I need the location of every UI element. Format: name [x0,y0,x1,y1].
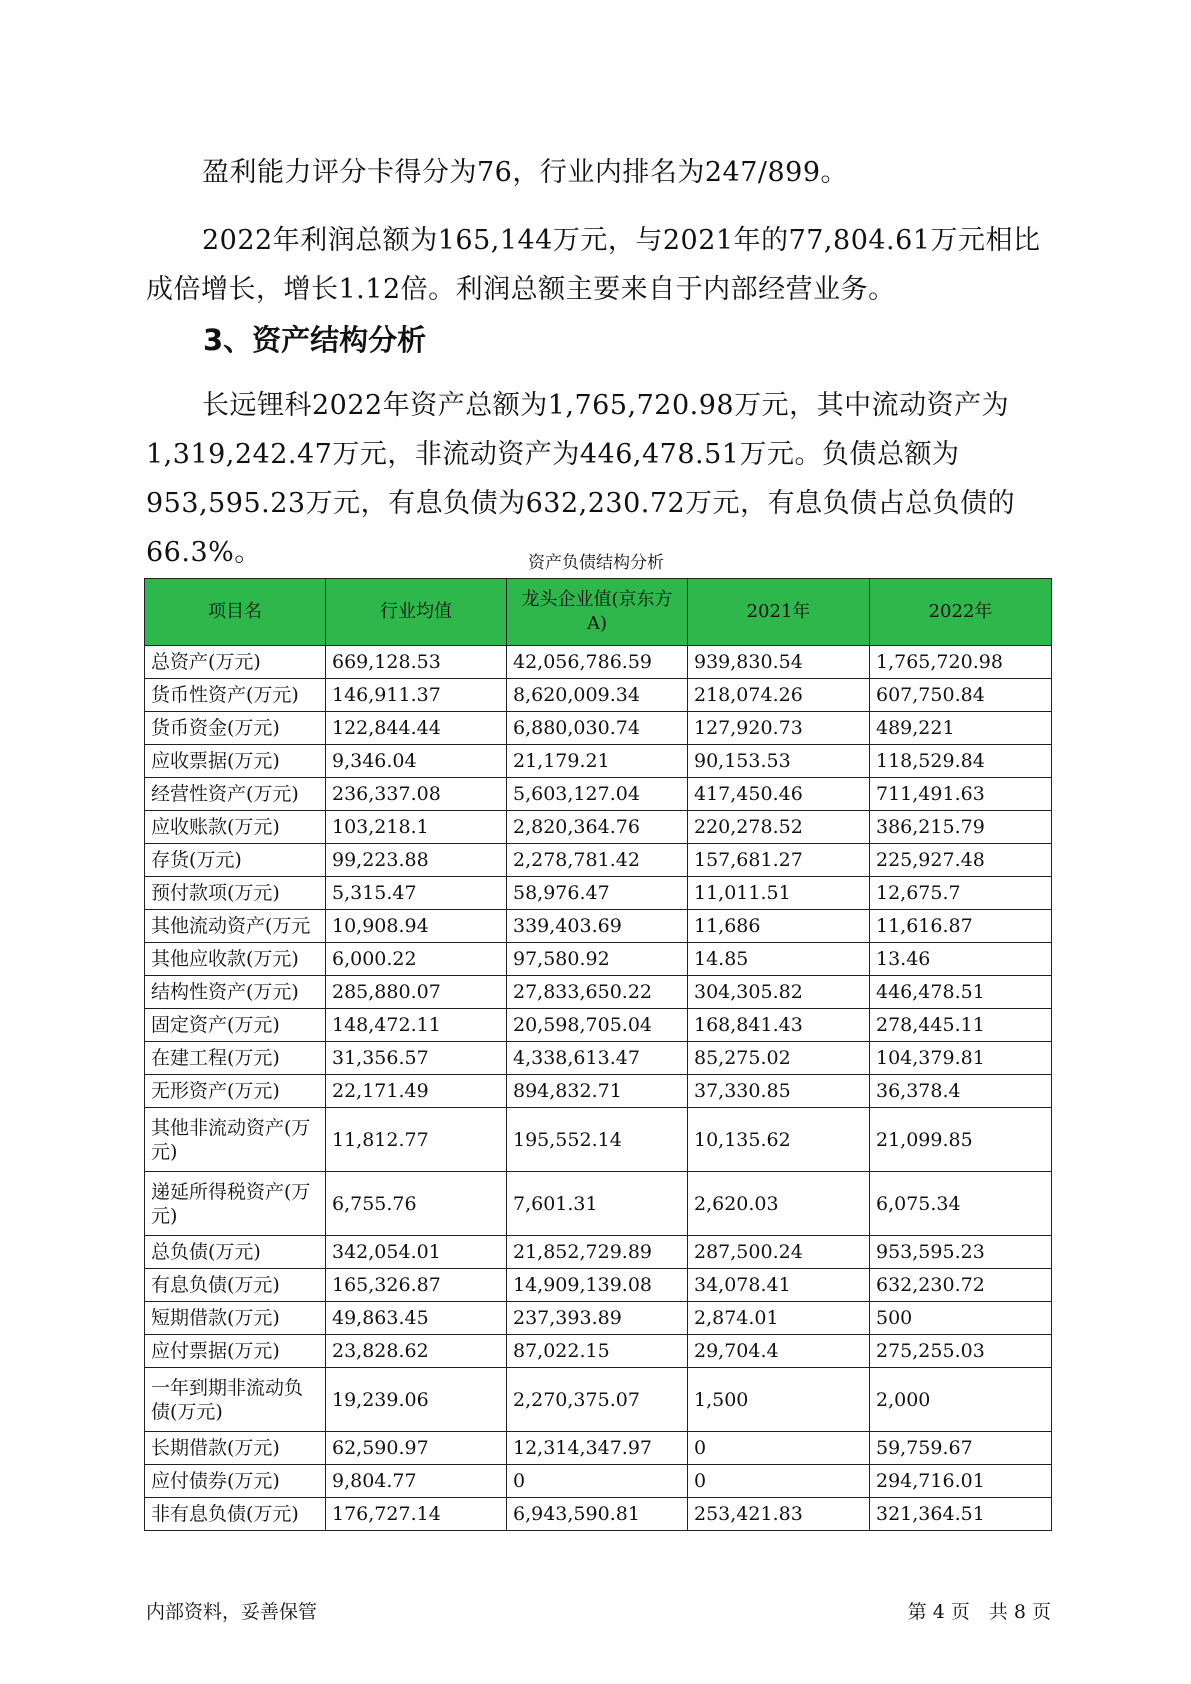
value-cell: 104,379.81 [870,1042,1052,1075]
value-cell: 304,305.82 [688,976,870,1009]
value-cell: 8,620,009.34 [507,679,688,712]
value-cell: 103,218.1 [326,811,507,844]
row-label-cell: 总负债(万元) [145,1236,326,1269]
value-cell: 607,750.84 [870,679,1052,712]
value-cell: 632,230.72 [870,1269,1052,1302]
row-label-cell: 应付债券(万元) [145,1465,326,1498]
table-row [145,1368,1052,1432]
table-row [145,1236,1052,1269]
value-cell: 287,500.24 [688,1236,870,1269]
table-row [145,1335,1052,1368]
value-cell: 195,552.14 [507,1108,688,1172]
table-header-row [145,579,1052,646]
value-cell: 90,153.53 [688,745,870,778]
value-cell: 7,601.31 [507,1172,688,1236]
value-cell: 220,278.52 [688,811,870,844]
value-cell: 168,841.43 [688,1009,870,1042]
value-cell: 9,346.04 [326,745,507,778]
value-cell: 62,590.97 [326,1432,507,1465]
value-cell: 237,393.89 [507,1302,688,1335]
profit-total-paragraph: 2022年利润总额为165,144万元，与2021年的77,804.61万元相比成倍增长，增长1.12倍。利润总额主要来自于内部经营业务。 [146,225,1041,305]
value-cell: 11,616.87 [870,910,1052,943]
header-item-name: 项目名 [145,579,326,646]
value-cell: 148,472.11 [326,1009,507,1042]
row-label-cell: 预付款项(万元) [145,877,326,910]
value-cell: 894,832.71 [507,1075,688,1108]
table-row [145,1498,1052,1531]
value-cell: 29,704.4 [688,1335,870,1368]
value-cell: 157,681.27 [688,844,870,877]
header-leader-value: 龙头企业值(京东方A) [507,579,688,646]
value-cell: 321,364.51 [870,1498,1052,1531]
row-label-cell: 递延所得税资产(万元) [145,1172,326,1236]
row-label-cell: 有息负债(万元) [145,1269,326,1302]
table-row [145,778,1052,811]
value-cell: 0 [688,1465,870,1498]
value-cell: 275,255.03 [870,1335,1052,1368]
value-cell: 218,074.26 [688,679,870,712]
value-cell: 127,920.73 [688,712,870,745]
asset-structure-paragraph: 长远锂科2022年资产总额为1,765,720.98万元，其中流动资产为1,319,242.47万元，非流动资产为446,478.51万元。负债总额为953,595.23万元，有息负债为632,230.72万元，有息负债占总负债的66.3%。 [146,390,1016,568]
balance-sheet-table [144,578,1052,1531]
value-cell: 0 [507,1465,688,1498]
header-2021: 2021年 [688,579,870,646]
value-cell: 49,863.45 [326,1302,507,1335]
value-cell: 21,179.21 [507,745,688,778]
value-cell: 2,270,375.07 [507,1368,688,1432]
value-cell: 939,830.54 [688,646,870,679]
table-row [145,1009,1052,1042]
value-cell: 5,603,127.04 [507,778,688,811]
value-cell: 14,909,139.08 [507,1269,688,1302]
value-cell: 21,852,729.89 [507,1236,688,1269]
value-cell: 339,403.69 [507,910,688,943]
page-number: 第 4 页 共 8 页 [907,1601,1051,1623]
row-label-cell: 应收账款(万元) [145,811,326,844]
value-cell: 97,580.92 [507,943,688,976]
value-cell: 42,056,786.59 [507,646,688,679]
value-cell: 58,976.47 [507,877,688,910]
row-label-cell: 短期借款(万元) [145,1302,326,1335]
table-row [145,811,1052,844]
row-label-cell: 固定资产(万元) [145,1009,326,1042]
value-cell: 59,759.67 [870,1432,1052,1465]
value-cell: 31,356.57 [326,1042,507,1075]
value-cell: 99,223.88 [326,844,507,877]
row-label-cell: 一年到期非流动负债(万元) [145,1368,326,1432]
table-row [145,943,1052,976]
value-cell: 6,943,590.81 [507,1498,688,1531]
row-label-cell: 应收票据(万元) [145,745,326,778]
value-cell: 417,450.46 [688,778,870,811]
value-cell: 4,338,613.47 [507,1042,688,1075]
value-cell: 165,326.87 [326,1269,507,1302]
value-cell: 87,022.15 [507,1335,688,1368]
table-row [145,679,1052,712]
row-label-cell: 在建工程(万元) [145,1042,326,1075]
table-row [145,1302,1052,1335]
value-cell: 118,529.84 [870,745,1052,778]
value-cell: 225,927.48 [870,844,1052,877]
value-cell: 711,491.63 [870,778,1052,811]
value-cell: 342,054.01 [326,1236,507,1269]
table-row [145,646,1052,679]
value-cell: 489,221 [870,712,1052,745]
table-row [145,1172,1052,1236]
row-label-cell: 结构性资产(万元) [145,976,326,1009]
table-row [145,745,1052,778]
value-cell: 21,099.85 [870,1108,1052,1172]
value-cell: 34,078.41 [688,1269,870,1302]
value-cell: 122,844.44 [326,712,507,745]
value-cell: 23,828.62 [326,1335,507,1368]
row-label-cell: 非有息负债(万元) [145,1498,326,1531]
row-label-cell: 其他应收款(万元) [145,943,326,976]
row-label-cell: 其他非流动资产(万元) [145,1108,326,1172]
value-cell: 253,421.83 [688,1498,870,1531]
value-cell: 176,727.14 [326,1498,507,1531]
table-row [145,1432,1052,1465]
value-cell: 27,833,650.22 [507,976,688,1009]
value-cell: 146,911.37 [326,679,507,712]
row-label-cell: 货币资金(万元) [145,712,326,745]
row-label-cell: 其他流动资产(万元 [145,910,326,943]
value-cell: 446,478.51 [870,976,1052,1009]
value-cell: 12,675.7 [870,877,1052,910]
value-cell: 19,239.06 [326,1368,507,1432]
table-body [145,646,1052,1531]
value-cell: 11,812.77 [326,1108,507,1172]
value-cell: 6,880,030.74 [507,712,688,745]
value-cell: 11,011.51 [688,877,870,910]
value-cell: 85,275.02 [688,1042,870,1075]
value-cell: 6,755.76 [326,1172,507,1236]
value-cell: 10,135.62 [688,1108,870,1172]
value-cell: 20,598,705.04 [507,1009,688,1042]
value-cell: 1,765,720.98 [870,646,1052,679]
table-row [145,1042,1052,1075]
value-cell: 2,874.01 [688,1302,870,1335]
value-cell: 22,171.49 [326,1075,507,1108]
value-cell: 278,445.11 [870,1009,1052,1042]
value-cell: 236,337.08 [326,778,507,811]
value-cell: 285,880.07 [326,976,507,1009]
value-cell: 2,620.03 [688,1172,870,1236]
table-caption: 资产负债结构分析 [528,553,664,573]
value-cell: 14.85 [688,943,870,976]
value-cell: 6,075.34 [870,1172,1052,1236]
table-row [145,910,1052,943]
value-cell: 2,000 [870,1368,1052,1432]
table-row [145,976,1052,1009]
table-row [145,1075,1052,1108]
value-cell: 953,595.23 [870,1236,1052,1269]
value-cell: 669,128.53 [326,646,507,679]
value-cell: 294,716.01 [870,1465,1052,1498]
header-industry-average: 行业均值 [326,579,507,646]
value-cell: 11,686 [688,910,870,943]
value-cell: 10,908.94 [326,910,507,943]
row-label-cell: 应付票据(万元) [145,1335,326,1368]
profitability-score-paragraph: 盈利能力评分卡得分为76，行业内排名为247/899。 [202,157,849,188]
value-cell: 2,820,364.76 [507,811,688,844]
confidential-footer: 内部资料，妥善保管 [146,1601,318,1623]
table-row [145,844,1052,877]
table-row [145,712,1052,745]
value-cell: 36,378.4 [870,1075,1052,1108]
value-cell: 500 [870,1302,1052,1335]
header-2022: 2022年 [870,579,1052,646]
value-cell: 13.46 [870,943,1052,976]
value-cell: 2,278,781.42 [507,844,688,877]
value-cell: 5,315.47 [326,877,507,910]
table-row [145,877,1052,910]
row-label-cell: 总资产(万元) [145,646,326,679]
row-label-cell: 无形资产(万元) [145,1075,326,1108]
row-label-cell: 存货(万元) [145,844,326,877]
row-label-cell: 长期借款(万元) [145,1432,326,1465]
value-cell: 1,500 [688,1368,870,1432]
table-row [145,1269,1052,1302]
row-label-cell: 货币性资产(万元) [145,679,326,712]
value-cell: 6,000.22 [326,943,507,976]
table-row [145,1108,1052,1172]
section-heading: 3、资产结构分析 [203,323,427,357]
table-row [145,1465,1052,1498]
value-cell: 9,804.77 [326,1465,507,1498]
value-cell: 12,314,347.97 [507,1432,688,1465]
value-cell: 37,330.85 [688,1075,870,1108]
value-cell: 386,215.79 [870,811,1052,844]
row-label-cell: 经营性资产(万元) [145,778,326,811]
value-cell: 0 [688,1432,870,1465]
